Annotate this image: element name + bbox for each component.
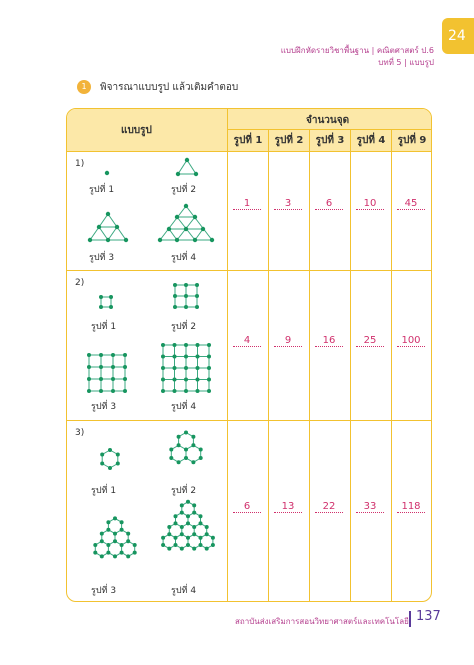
pattern-column-label: แบบรูป	[121, 125, 152, 136]
col-header-2: รูปที่ 2	[268, 130, 309, 152]
hex-dot	[186, 521, 190, 525]
hex-dot	[199, 448, 203, 452]
hex-dot	[100, 462, 104, 466]
hex-dot	[116, 453, 120, 457]
hex-dot	[161, 543, 165, 547]
hex-dot	[120, 543, 124, 547]
hex-dot	[192, 525, 196, 529]
hex-dot	[174, 521, 178, 525]
hex-dot	[174, 536, 178, 540]
question-text: พิจารณาแบบรูป แล้วเติมคำตอบ	[100, 82, 239, 93]
hex-dot	[106, 551, 110, 555]
row-label-2: 2)	[75, 278, 85, 288]
hex-dot	[211, 536, 215, 540]
hex-dot	[177, 435, 181, 439]
divider	[350, 151, 351, 601]
hex-dot	[161, 536, 165, 540]
pattern-table	[66, 108, 432, 602]
hex-dot	[167, 532, 171, 536]
answer-r3-c1: 6	[227, 501, 267, 512]
caption-r1-f4: รูปที่ 4	[171, 253, 197, 263]
hex-dot	[184, 431, 188, 435]
count-column-label: จำนวนจุด	[306, 115, 350, 126]
hex-dot	[191, 460, 195, 464]
question-number-badge: 1	[77, 80, 91, 94]
hex-dot	[177, 460, 181, 464]
hex-dot	[126, 532, 130, 536]
answer-r3-c2: 13	[268, 501, 308, 512]
answer-r3-c4: 33	[350, 501, 390, 512]
footer-org: สถาบันส่งเสริมการสอนวิทยาศาสตร์และเทคโนโลยี	[235, 617, 409, 626]
hex-dot	[192, 511, 196, 515]
col-header-3: รูปที่ 3	[309, 130, 350, 152]
answer-r3-c3: 22	[309, 501, 349, 512]
square-fig-2	[173, 283, 199, 311]
triangle-fig-2	[175, 157, 199, 179]
hex-dot	[199, 456, 203, 460]
hex-dot	[191, 435, 195, 439]
count-column-header	[228, 109, 431, 130]
hex-dot	[106, 543, 110, 547]
hex-dot	[169, 448, 173, 452]
hex-dot	[211, 543, 215, 547]
hex-dot	[199, 521, 203, 525]
hex-fig-2	[163, 431, 209, 477]
answer-r3-c9: 118	[391, 501, 431, 512]
hex-dot	[113, 539, 117, 543]
hex-dot	[199, 543, 203, 547]
hex-dot	[186, 543, 190, 547]
hex-dot	[167, 547, 171, 551]
hex-dot	[199, 514, 203, 518]
caption-r1-f3: รูปที่ 3	[89, 253, 115, 263]
answer-r1-c1: 1	[227, 198, 267, 209]
col-header-4: รูปที่ 4	[350, 130, 391, 152]
hex-dot	[180, 532, 184, 536]
hex-dot	[113, 532, 117, 536]
hex-dot	[108, 466, 112, 470]
row-divider	[67, 270, 431, 271]
answer-r2-c3: 16	[309, 335, 349, 346]
hex-dot	[120, 528, 124, 532]
caption-r3-f3: รูปที่ 3	[91, 586, 117, 596]
row-label-1: 1)	[75, 159, 85, 169]
hex-dot	[100, 532, 104, 536]
hex-dot	[108, 448, 112, 452]
hex-dot	[186, 500, 190, 504]
hex-dot	[120, 520, 124, 524]
hex-dot	[191, 443, 195, 447]
answer-r1-c2: 3	[268, 198, 308, 209]
triangle-fig-3	[87, 211, 129, 243]
caption-r3-f2: รูปที่ 2	[171, 486, 197, 496]
hex-dot	[126, 539, 130, 543]
hex-dot	[180, 525, 184, 529]
divider	[391, 151, 392, 601]
caption-r2-f3: รูปที่ 3	[91, 402, 117, 412]
hex-dot	[133, 543, 137, 547]
header-chapter: บทที่ 5 | แบบรูป	[378, 58, 434, 67]
hex-fig-1	[95, 447, 125, 477]
page-number: 137	[416, 609, 441, 624]
answer-r1-c3: 6	[309, 198, 349, 209]
col-header-1: รูปที่ 1	[227, 130, 268, 152]
answer-r2-c9: 100	[391, 335, 431, 346]
hex-dot	[93, 543, 97, 547]
hex-dot	[186, 536, 190, 540]
answer-r2-c4: 25	[350, 335, 390, 346]
hex-dot	[116, 462, 120, 466]
square-fig-1	[99, 295, 113, 309]
caption-r2-f4: รูปที่ 4	[171, 402, 197, 412]
hex-dot	[192, 532, 196, 536]
answer-r2-c2: 9	[268, 335, 308, 346]
caption-r3-f4: รูปที่ 4	[171, 586, 197, 596]
answer-r2-c1: 4	[227, 335, 267, 346]
hex-dot	[100, 554, 104, 558]
caption-r3-f1: รูปที่ 1	[91, 486, 117, 496]
hex-dot	[106, 528, 110, 532]
hex-dot	[199, 536, 203, 540]
caption-r2-f1: รูปที่ 1	[91, 322, 117, 332]
hex-dot	[180, 503, 184, 507]
hex-dot	[174, 543, 178, 547]
answer-r1-c9: 45	[391, 198, 431, 209]
hex-dot	[100, 539, 104, 543]
hex-dot	[106, 520, 110, 524]
hex-dot	[174, 514, 178, 518]
pattern-column-header	[67, 109, 228, 152]
hex-dot	[169, 456, 173, 460]
hex-dot	[180, 547, 184, 551]
hex-dot	[93, 551, 97, 555]
hex-dot	[192, 547, 196, 551]
hex-dot	[205, 532, 209, 536]
hex-dot	[180, 511, 184, 515]
hex-dot	[120, 551, 124, 555]
hex-dot	[177, 443, 181, 447]
hex-dot	[186, 514, 190, 518]
answer-r1-c4: 10	[350, 198, 390, 209]
triangle-fig-4	[157, 203, 215, 243]
hex-fig-3	[79, 517, 151, 577]
hex-dot	[205, 547, 209, 551]
divider	[309, 151, 310, 601]
square-fig-3	[87, 353, 127, 393]
hex-dot	[126, 554, 130, 558]
square-fig-4	[161, 343, 211, 393]
page-tab-number: 24	[448, 28, 466, 44]
hex-dot	[133, 551, 137, 555]
triangle-fig-1	[99, 167, 119, 179]
hex-dot	[100, 453, 104, 457]
row-divider	[67, 420, 431, 421]
caption-r2-f2: รูปที่ 2	[171, 322, 197, 332]
hex-fig-4	[145, 501, 231, 577]
divider	[268, 151, 269, 601]
footer-divider	[409, 611, 411, 627]
hex-dot	[113, 554, 117, 558]
hex-dot	[184, 456, 188, 460]
col-header-9: รูปที่ 9	[391, 130, 432, 152]
hex-dot	[192, 503, 196, 507]
hex-dot	[167, 525, 171, 529]
hex-dot	[184, 448, 188, 452]
header-subject: แบบฝึกหัดรายวิชาพื้นฐาน | คณิตศาสตร์ ป.6	[280, 46, 434, 55]
row-label-3: 3)	[75, 428, 85, 438]
page-tab	[442, 18, 474, 54]
caption-r1-f1: รูปที่ 1	[89, 185, 115, 195]
hex-dot	[113, 516, 117, 520]
caption-r1-f2: รูปที่ 2	[171, 185, 197, 195]
hex-dot	[205, 525, 209, 529]
